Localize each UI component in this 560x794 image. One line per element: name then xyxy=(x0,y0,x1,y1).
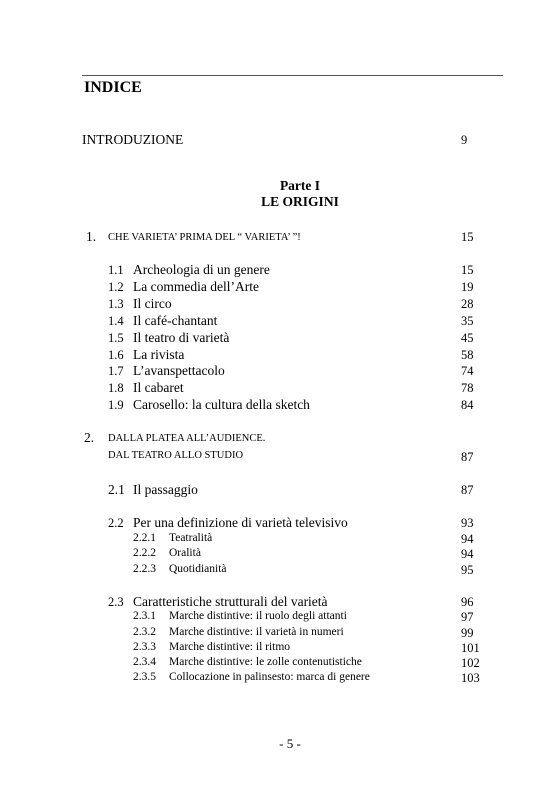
section-2-2-page: 93 xyxy=(461,516,474,530)
toc-section-title: La rivista xyxy=(133,347,185,362)
chapter-2-title-line1: DALLA PLATEA ALL’AUDIENCE. xyxy=(108,433,266,444)
toc-section-page: 58 xyxy=(461,348,474,362)
toc-subsection-title: Quotidianità xyxy=(169,563,227,575)
part-title: LE ORIGINI xyxy=(261,194,339,209)
toc-subsection-title: Oralità xyxy=(169,547,201,559)
toc-subsection-number: 2.2.3 xyxy=(133,563,156,575)
toc-subsection-page: 102 xyxy=(461,656,480,670)
toc-section-number: 1.1 xyxy=(108,263,124,277)
toc-section-title: Il cabaret xyxy=(133,380,184,395)
section-2-3-page: 96 xyxy=(461,595,474,609)
toc-section-page: 45 xyxy=(461,331,474,345)
toc-subsection-page: 94 xyxy=(461,547,474,561)
toc-section-title: Carosello: la cultura della sketch xyxy=(133,397,310,412)
toc-section-page: 78 xyxy=(461,381,474,395)
toc-section-title: La commedia dell’Arte xyxy=(133,279,259,294)
section-2-1-page: 87 xyxy=(461,483,474,497)
section-2-2-number: 2.2 xyxy=(108,516,124,530)
toc-section-page: 35 xyxy=(461,314,474,328)
toc-section-title: Archeologia di un genere xyxy=(133,262,270,277)
section-2-1-number: 2.1 xyxy=(108,482,125,497)
toc-subsection-title: Teatralità xyxy=(169,532,213,544)
toc-section-number: 1.2 xyxy=(108,280,124,294)
toc-subsection-page: 95 xyxy=(461,563,474,577)
chapter-2-title-line2: DAL TEATRO ALLO STUDIO xyxy=(108,450,244,461)
toc-section-number: 1.8 xyxy=(108,381,124,395)
toc-subsection-number: 2.3.5 xyxy=(133,671,156,683)
toc-section-number: 1.7 xyxy=(108,364,124,378)
toc-section-page: 28 xyxy=(461,297,474,311)
toc-subsection-title: Marche distintive: il ritmo xyxy=(169,641,291,653)
toc-subsection-number: 2.3.1 xyxy=(133,610,156,622)
toc-section-title: L’avanspettacolo xyxy=(133,363,225,378)
chapter-1-title: CHE VARIETA’ PRIMA DEL “ VARIETA’ ”! xyxy=(108,232,301,243)
toc-section-number: 1.6 xyxy=(108,348,124,362)
toc-section-number: 1.3 xyxy=(108,297,124,311)
toc-subsection-title: Marche distintive: le zolle contenutistiche xyxy=(169,656,362,668)
toc-subsection-page: 101 xyxy=(461,641,480,655)
toc-subsection-number: 2.3.4 xyxy=(133,656,156,668)
section-2-3-title: Caratteristiche strutturali del varietà xyxy=(133,594,328,609)
toc-section-number: 1.9 xyxy=(108,398,124,412)
page-title: INDICE xyxy=(84,79,142,96)
toc-subsection-page: 99 xyxy=(461,626,474,640)
toc-section-page: 15 xyxy=(461,263,474,277)
toc-subsection-number: 2.3.3 xyxy=(133,641,156,653)
toc-section-title: Il café-chantant xyxy=(133,313,218,328)
toc-subsection-page: 103 xyxy=(461,671,480,685)
section-2-2-title: Per una definizione di varietà televisivo xyxy=(133,515,348,530)
intro-page: 9 xyxy=(461,133,468,147)
toc-subsection-title: Marche distintive: il varietà in numeri xyxy=(169,626,344,638)
toc-subsection-number: 2.2.1 xyxy=(133,532,156,544)
toc-section-number: 1.4 xyxy=(108,314,124,328)
page-number-footer: - 5 - xyxy=(279,736,301,751)
header-rule xyxy=(82,75,503,76)
toc-section-title: Il circo xyxy=(133,296,172,311)
toc-section-title: Il teatro di varietà xyxy=(133,330,230,345)
part-label: Parte I xyxy=(279,178,321,193)
chapter-2-number: 2. xyxy=(84,430,95,445)
chapter-1-page: 15 xyxy=(461,230,474,244)
toc-section-page: 74 xyxy=(461,364,474,378)
toc-subsection-title: Marche distintive: il ruolo degli attanti xyxy=(169,610,347,622)
intro-label: INTRODUZIONE xyxy=(82,132,184,147)
toc-subsection-number: 2.3.2 xyxy=(133,626,156,638)
toc-subsection-page: 94 xyxy=(461,532,474,546)
chapter-2-page: 87 xyxy=(461,450,474,464)
section-2-3-number: 2.3 xyxy=(108,595,124,609)
chapter-1-number: 1. xyxy=(86,229,97,244)
toc-subsection-page: 97 xyxy=(461,610,474,624)
toc-subsection-title: Collocazione in palinsesto: marca di genere xyxy=(169,671,370,683)
toc-subsection-number: 2.2.2 xyxy=(133,547,156,559)
toc-section-page: 84 xyxy=(461,398,474,412)
toc-section-page: 19 xyxy=(461,280,474,294)
section-2-1-title: Il passaggio xyxy=(133,482,198,497)
toc-section-number: 1.5 xyxy=(108,331,124,345)
